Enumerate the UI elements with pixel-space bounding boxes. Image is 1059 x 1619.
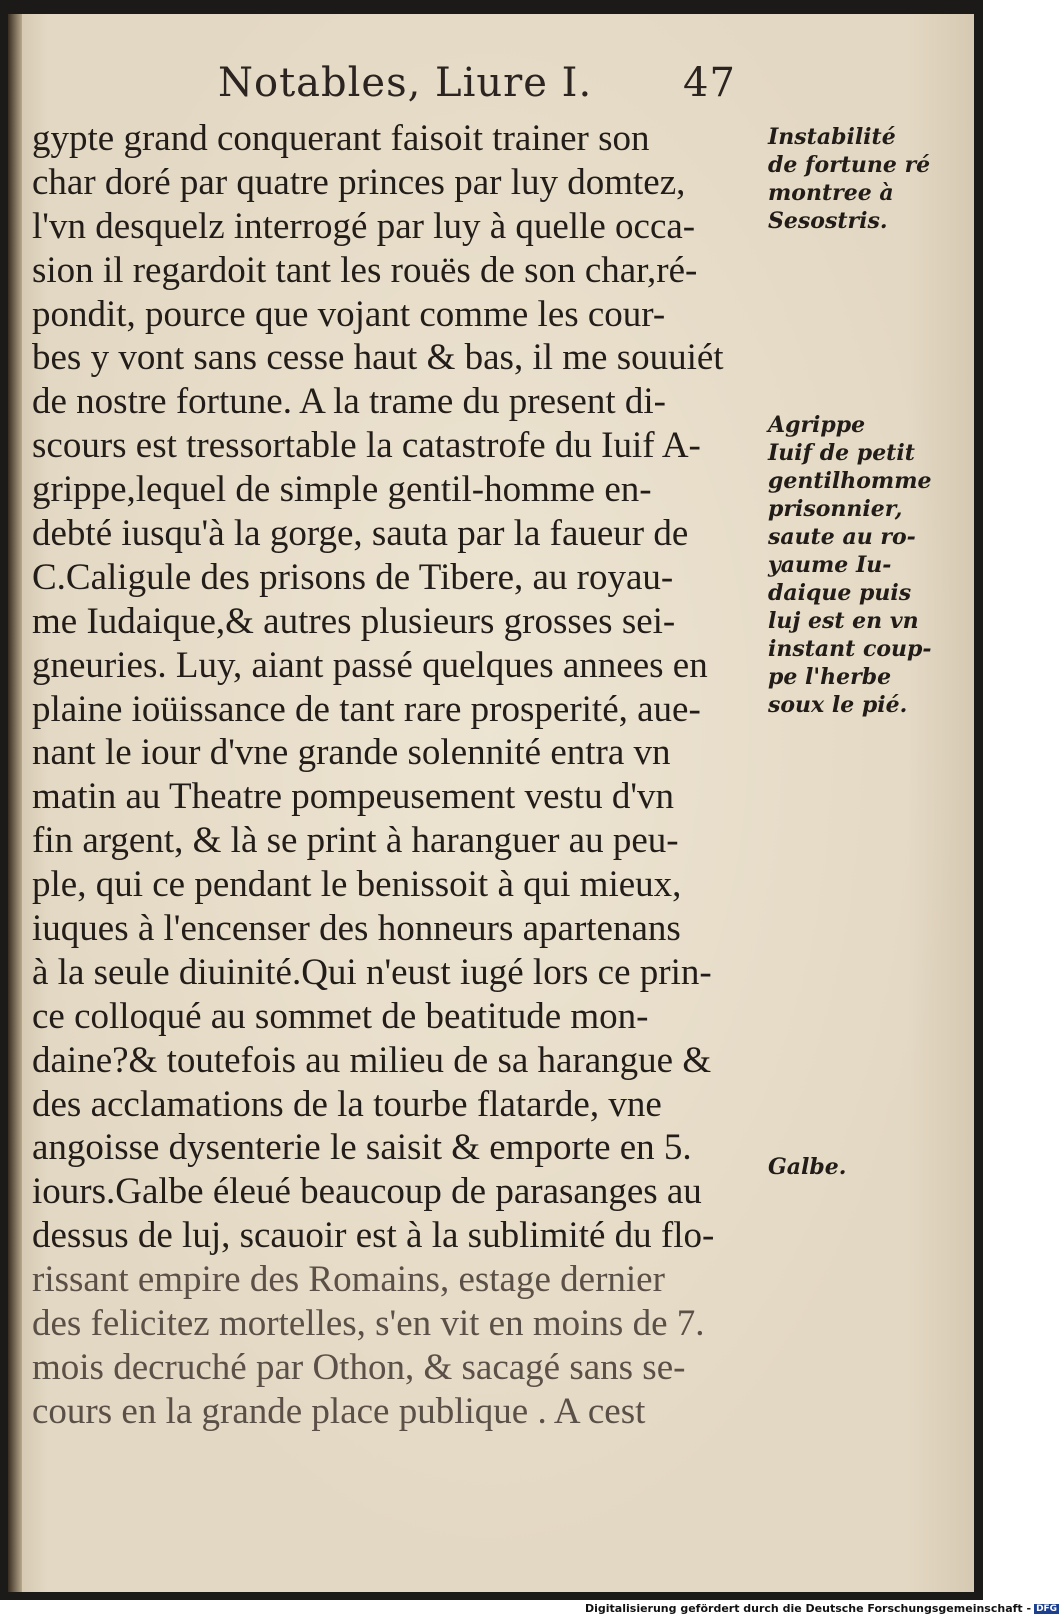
margin-note — [768, 1154, 846, 1182]
margin-note-line: pe l'herbe — [768, 664, 892, 690]
margin-note-line: gentilhomme — [768, 468, 932, 494]
text-line: pondit, pource que vojant comme les cour- — [32, 293, 666, 335]
margin-note — [768, 124, 930, 236]
text-line: iuques à l'encenser des honneurs apartenans — [32, 908, 681, 950]
margin-note-line: saute au ro- — [768, 524, 916, 550]
margin-note-line: de fortune ré — [768, 152, 931, 178]
text-line: rissant empire des Romains, estage dernier — [32, 1259, 665, 1301]
text-line: iours.Galbe éleué beaucoup de parasanges au — [32, 1171, 702, 1213]
text-line: mois decruché par Othon, & sacagé sans se- — [32, 1346, 686, 1388]
margin-note — [768, 412, 932, 720]
margin-note-line: Sesostris. — [768, 208, 888, 234]
text-line: dessus de luj, scauoir est à la sublimité du flo- — [32, 1215, 715, 1257]
margin-note-line: Instabilité — [768, 124, 896, 150]
text-line: à la seule diuinité.Qui n'eust iugé lors ce prin- — [32, 951, 712, 993]
text-line: gneuries. Luy, aiant passé quelques annees en — [32, 644, 708, 686]
margin-note-line: prisonnier, — [768, 496, 903, 522]
text-line: des acclamations de la tourbe flatarde, vne — [32, 1083, 662, 1125]
margin-note-line: Galbe. — [768, 1154, 847, 1180]
text-line: matin au Theatre pompeusement vestu d'vn — [32, 776, 675, 818]
text-line: sion il regardoit tant les rouës de son char,ré- — [32, 249, 698, 291]
book-page — [8, 14, 974, 1592]
text-line: bes y vont sans cesse haut & bas, il me souuiét — [32, 337, 724, 379]
text-line: plaine ioüissance de tant rare prosperité, aue- — [32, 688, 701, 730]
margin-note-line: instant coup- — [768, 636, 932, 662]
margin-note-line: Iuif de petit — [768, 440, 915, 466]
margin-note-line: montree à — [768, 180, 894, 206]
text-line: grippe,lequel de simple gentil-homme en- — [32, 469, 652, 511]
text-line: ple, qui ce pendant le benissoit à qui mieux, — [32, 864, 682, 906]
text-line: angoisse dysenterie le saisit & emporte en 5. — [32, 1127, 692, 1169]
text-line: nant le iour d'vne grande solennité entra vn — [32, 732, 671, 774]
running-title: Notables, Liure I. — [218, 60, 593, 106]
text-line: me Iudaique,& autres plusieurs grosses sei- — [32, 600, 676, 642]
page-gutter — [8, 14, 22, 1592]
dfg-logo: DFG — [1036, 1604, 1058, 1614]
text-line: daine?& toutefois au milieu de sa harangue & — [32, 1039, 712, 1081]
margin-note-line: luj est en vn — [768, 608, 919, 634]
main-text-block — [32, 117, 762, 1434]
text-line: scours est tressortable la catastrofe du Iuif A- — [32, 425, 701, 467]
text-line: des felicitez mortelles, s'en vit en moins de 7. — [32, 1303, 705, 1345]
text-line: cours en la grande place publique . A cest — [32, 1390, 646, 1432]
text-line: l'vn desquelz interrogé par luy à quelle occa- — [32, 205, 696, 247]
text-line: char doré par quatre princes par luy domtez, — [32, 161, 686, 203]
text-line: debté iusqu'à la gorge, sauta par la faueur de — [32, 513, 689, 555]
digitization-credit — [585, 1602, 1058, 1618]
credit-text: Digitalisierung gefördert durch die Deutsche Forschungsgemeinschaft - — [585, 1602, 1032, 1615]
text-line: fin argent, & là se print à haranguer au peu- — [32, 820, 679, 862]
page-number: 47 — [683, 60, 736, 106]
margin-note-line: daique puis — [768, 580, 912, 606]
text-line: ce colloqué au sommet de beatitude mon- — [32, 995, 649, 1037]
margin-note-line: soux le pié. — [768, 692, 908, 718]
text-line: de nostre fortune. A la trame du present di- — [32, 381, 666, 423]
margin-note-line: yaume Iu- — [768, 552, 892, 578]
margin-note-line: Agrippe — [768, 412, 866, 438]
text-line: C.Caligule des prisons de Tibere, au royau- — [32, 556, 674, 598]
text-line: gypte grand conquerant faisoit trainer son — [32, 118, 650, 159]
running-header — [218, 60, 778, 120]
